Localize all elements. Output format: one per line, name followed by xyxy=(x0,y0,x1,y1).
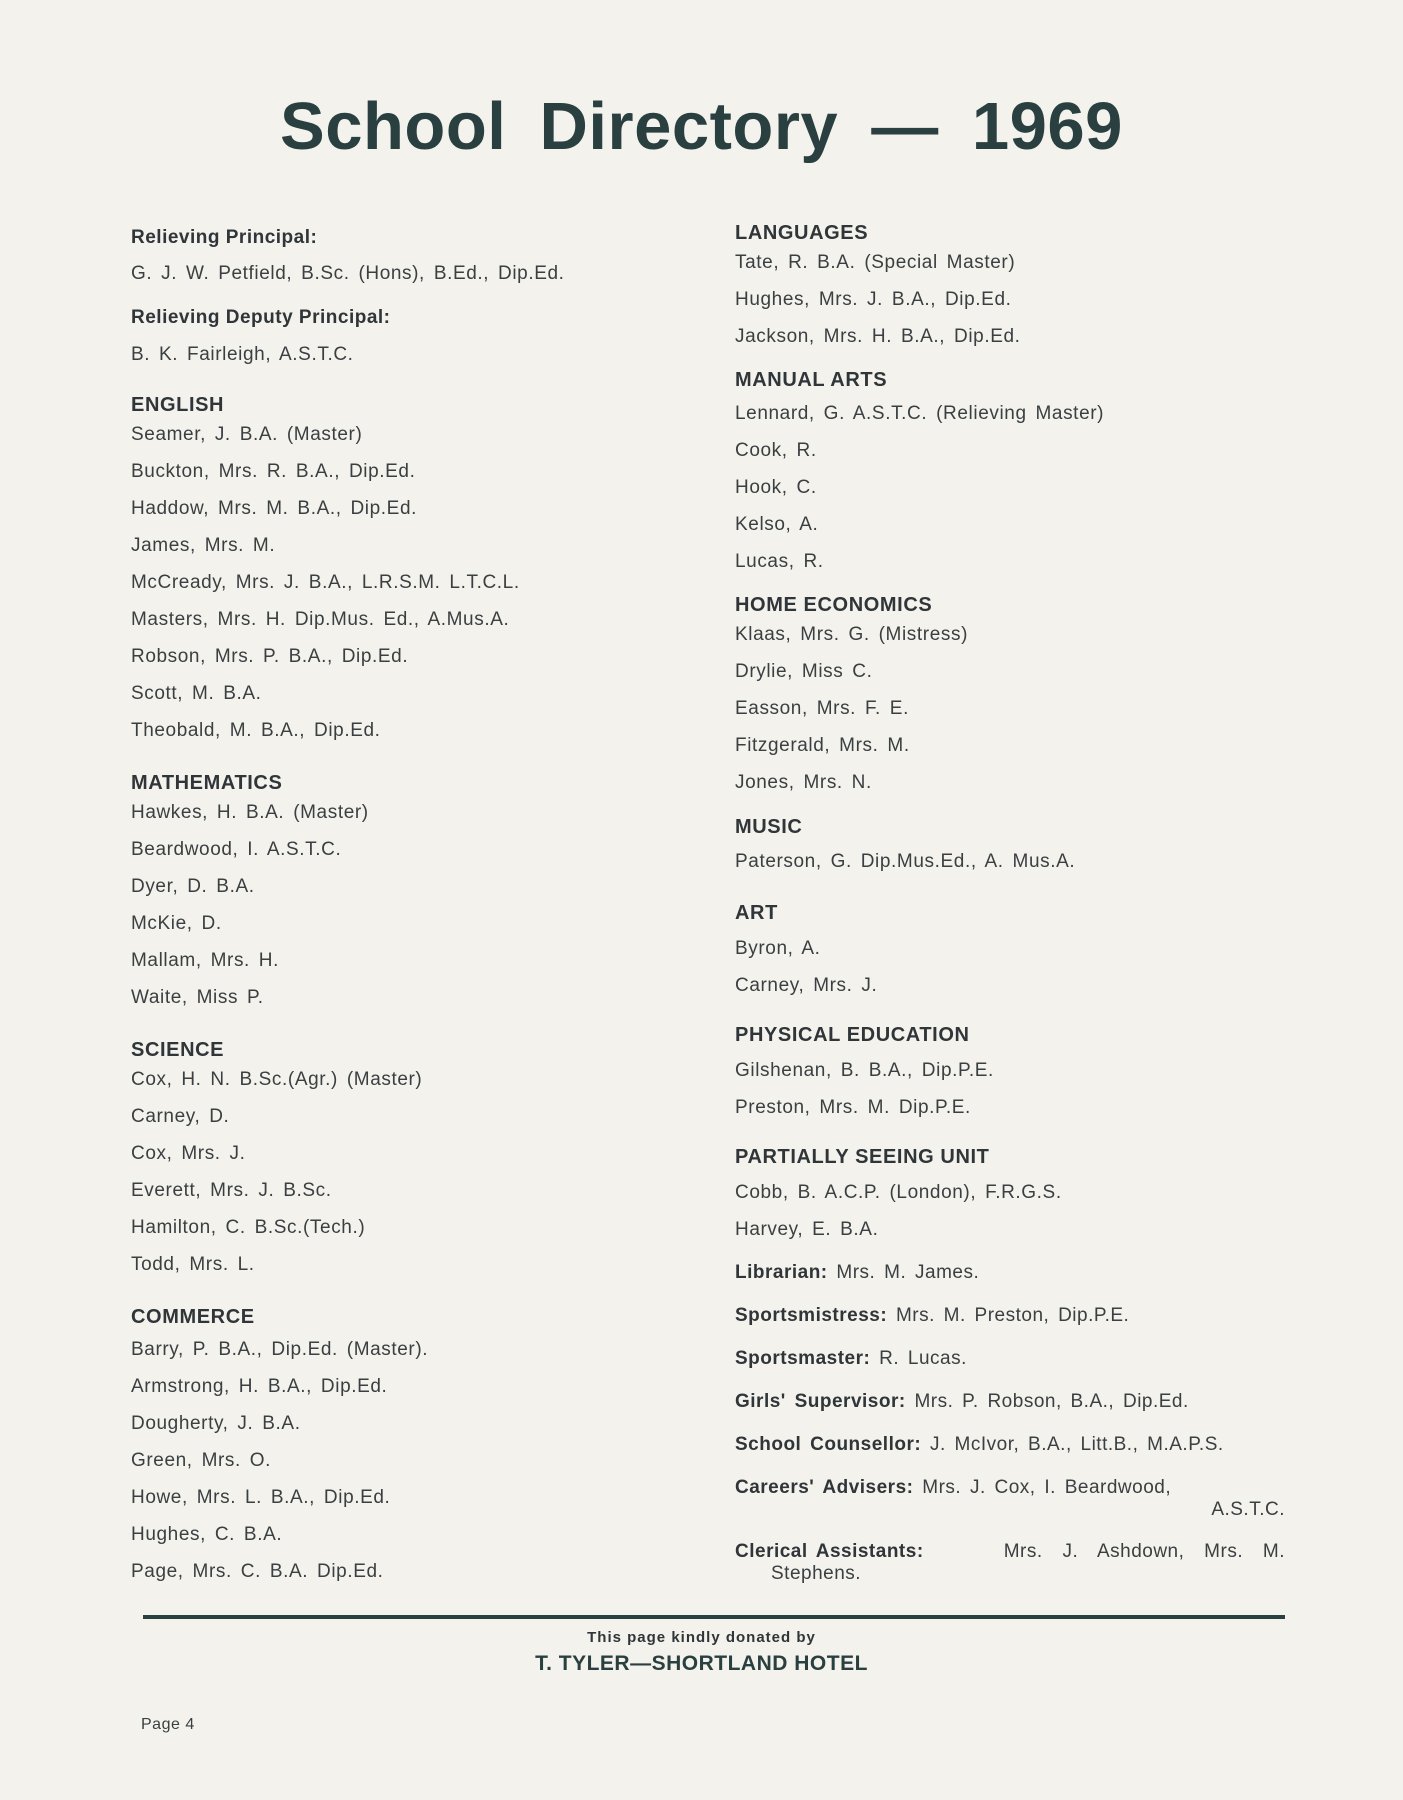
role-label: Sportsmistress: xyxy=(735,1305,888,1326)
staff-entry: Beardwood, I. A.S.T.C. xyxy=(131,839,342,860)
staff-entry: Theobald, M. B.A., Dip.Ed. xyxy=(131,720,381,741)
staff-entry: Klaas, Mrs. G. (Mistress) xyxy=(735,624,969,645)
footer-divider xyxy=(143,1615,1285,1619)
staff-entry: Armstrong, H. B.A., Dip.Ed. xyxy=(131,1376,388,1397)
staff-entry: Paterson, G. Dip.Mus.Ed., A. Mus.A. xyxy=(735,851,1076,872)
staff-entry: Hawkes, H. B.A. (Master) xyxy=(131,802,369,823)
staff-entry: McCready, Mrs. J. B.A., L.R.S.M. L.T.C.L. xyxy=(131,572,520,593)
role-label: Clerical Assistants: xyxy=(735,1541,924,1562)
footer-donor-name: T. TYLER—SHORTLAND HOTEL xyxy=(535,1652,868,1675)
staff-entry: Masters, Mrs. H. Dip.Mus. Ed., A.Mus.A. xyxy=(131,609,510,630)
role-value: Mrs. P. Robson, B.A., Dip.Ed. xyxy=(914,1391,1189,1412)
section-heading-music: MUSIC xyxy=(735,816,803,838)
staff-entry: Preston, Mrs. M. Dip.P.E. xyxy=(735,1097,971,1118)
section-heading-languages: LANGUAGES xyxy=(735,222,869,244)
role-value-continued: A.S.T.C. xyxy=(1211,1499,1285,1520)
role-value: J. McIvor, B.A., Litt.B., M.A.P.S. xyxy=(929,1434,1224,1455)
staff-entry: Fitzgerald, Mrs. M. xyxy=(735,735,910,756)
relieving-deputy-name: B. K. Fairleigh, A.S.T.C. xyxy=(131,344,354,365)
role-sportsmaster xyxy=(735,1348,967,1370)
staff-entry: Waite, Miss P. xyxy=(131,987,264,1008)
staff-entry: Green, Mrs. O. xyxy=(131,1450,272,1471)
role-label: Librarian: xyxy=(735,1262,828,1283)
staff-entry: Gilshenan, B. B.A., Dip.P.E. xyxy=(735,1060,994,1081)
section-heading-partially-seeing-unit: PARTIALLY SEEING UNIT xyxy=(735,1146,990,1168)
role-school-counsellor xyxy=(735,1434,1224,1456)
role-value: Mrs. J. Ashdown, Mrs. M. xyxy=(1003,1541,1285,1562)
role-value: Mrs. M. James. xyxy=(836,1262,980,1283)
section-heading-commerce: COMMERCE xyxy=(131,1306,255,1328)
staff-entry: Hook, C. xyxy=(735,477,817,498)
staff-entry: Haddow, Mrs. M. B.A., Dip.Ed. xyxy=(131,498,417,519)
staff-entry: James, Mrs. M. xyxy=(131,535,276,556)
staff-entry: Carney, D. xyxy=(131,1106,230,1127)
staff-entry: Tate, R. B.A. (Special Master) xyxy=(735,252,1016,273)
staff-entry: Drylie, Miss C. xyxy=(735,661,873,682)
staff-entry: Hamilton, C. B.Sc.(Tech.) xyxy=(131,1217,366,1238)
section-heading-manual-arts: MANUAL ARTS xyxy=(735,369,888,391)
role-label: Girls' Supervisor: xyxy=(735,1391,906,1412)
role-label: Careers' Advisers: xyxy=(735,1477,914,1498)
staff-entry: Scott, M. B.A. xyxy=(131,683,262,704)
staff-entry: Easson, Mrs. F. E. xyxy=(735,698,909,719)
staff-entry: Byron, A. xyxy=(735,938,821,959)
staff-entry: Dougherty, J. B.A. xyxy=(131,1413,301,1434)
staff-entry: Jones, Mrs. N. xyxy=(735,772,872,793)
role-librarian xyxy=(735,1262,979,1284)
section-heading-mathematics: MATHEMATICS xyxy=(131,772,283,794)
staff-entry: Hughes, C. B.A. xyxy=(131,1524,283,1545)
relieving-principal-label: Relieving Principal: xyxy=(131,227,318,248)
page-number: Page 4 xyxy=(141,1716,195,1733)
staff-entry: Todd, Mrs. L. xyxy=(131,1254,255,1275)
staff-entry: Lucas, R. xyxy=(735,551,824,572)
role-careers-advisers xyxy=(735,1477,1285,1521)
staff-entry: Buckton, Mrs. R. B.A., Dip.Ed. xyxy=(131,461,416,482)
role-clerical-assistants xyxy=(735,1541,1285,1585)
staff-entry: Cobb, B. A.C.P. (London), F.R.G.S. xyxy=(735,1182,1062,1203)
staff-entry: Carney, Mrs. J. xyxy=(735,975,878,996)
staff-entry: Dyer, D. B.A. xyxy=(131,876,255,897)
staff-entry: Cox, Mrs. J. xyxy=(131,1143,246,1164)
staff-entry: Barry, P. B.A., Dip.Ed. (Master). xyxy=(131,1339,429,1360)
role-value: Mrs. J. Cox, I. Beardwood, xyxy=(922,1477,1172,1498)
staff-entry: Cox, H. N. B.Sc.(Agr.) (Master) xyxy=(131,1069,423,1090)
relieving-principal-name: G. J. W. Petfield, B.Sc. (Hons), B.Ed., Dip.Ed. xyxy=(131,263,565,284)
section-heading-art: ART xyxy=(735,902,778,924)
staff-entry: Page, Mrs. C. B.A. Dip.Ed. xyxy=(131,1561,384,1582)
staff-entry: Kelso, A. xyxy=(735,514,819,535)
staff-entry: Lennard, G. A.S.T.C. (Relieving Master) xyxy=(735,403,1105,424)
section-heading-science: SCIENCE xyxy=(131,1039,225,1061)
staff-entry: Cook, R. xyxy=(735,440,817,461)
staff-entry: Mallam, Mrs. H. xyxy=(131,950,279,971)
role-value: R. Lucas. xyxy=(879,1348,967,1369)
role-girls-supervisor xyxy=(735,1391,1189,1413)
footer-donation-note: This page kindly donated by xyxy=(587,1629,816,1646)
role-label: Sportsmaster: xyxy=(735,1348,871,1369)
staff-entry: Hughes, Mrs. J. B.A., Dip.Ed. xyxy=(735,289,1012,310)
role-label: School Counsellor: xyxy=(735,1434,922,1455)
page-title: School Directory — 1969 xyxy=(280,89,1123,164)
staff-entry: Everett, Mrs. J. B.Sc. xyxy=(131,1180,332,1201)
staff-entry: Seamer, J. B.A. (Master) xyxy=(131,424,363,445)
section-heading-english: ENGLISH xyxy=(131,394,225,416)
staff-entry: Harvey, E. B.A. xyxy=(735,1219,879,1240)
staff-entry: McKie, D. xyxy=(131,913,222,934)
section-heading-home-economics: HOME ECONOMICS xyxy=(735,594,933,616)
staff-entry: Jackson, Mrs. H. B.A., Dip.Ed. xyxy=(735,326,1021,347)
staff-entry: Robson, Mrs. P. B.A., Dip.Ed. xyxy=(131,646,409,667)
section-heading-physical-education: PHYSICAL EDUCATION xyxy=(735,1024,970,1046)
staff-entry: Howe, Mrs. L. B.A., Dip.Ed. xyxy=(131,1487,391,1508)
relieving-deputy-label: Relieving Deputy Principal: xyxy=(131,307,391,328)
role-sportsmistress xyxy=(735,1305,1129,1327)
role-value-continued: Stephens. xyxy=(771,1563,862,1584)
role-value: Mrs. M. Preston, Dip.P.E. xyxy=(895,1305,1130,1326)
